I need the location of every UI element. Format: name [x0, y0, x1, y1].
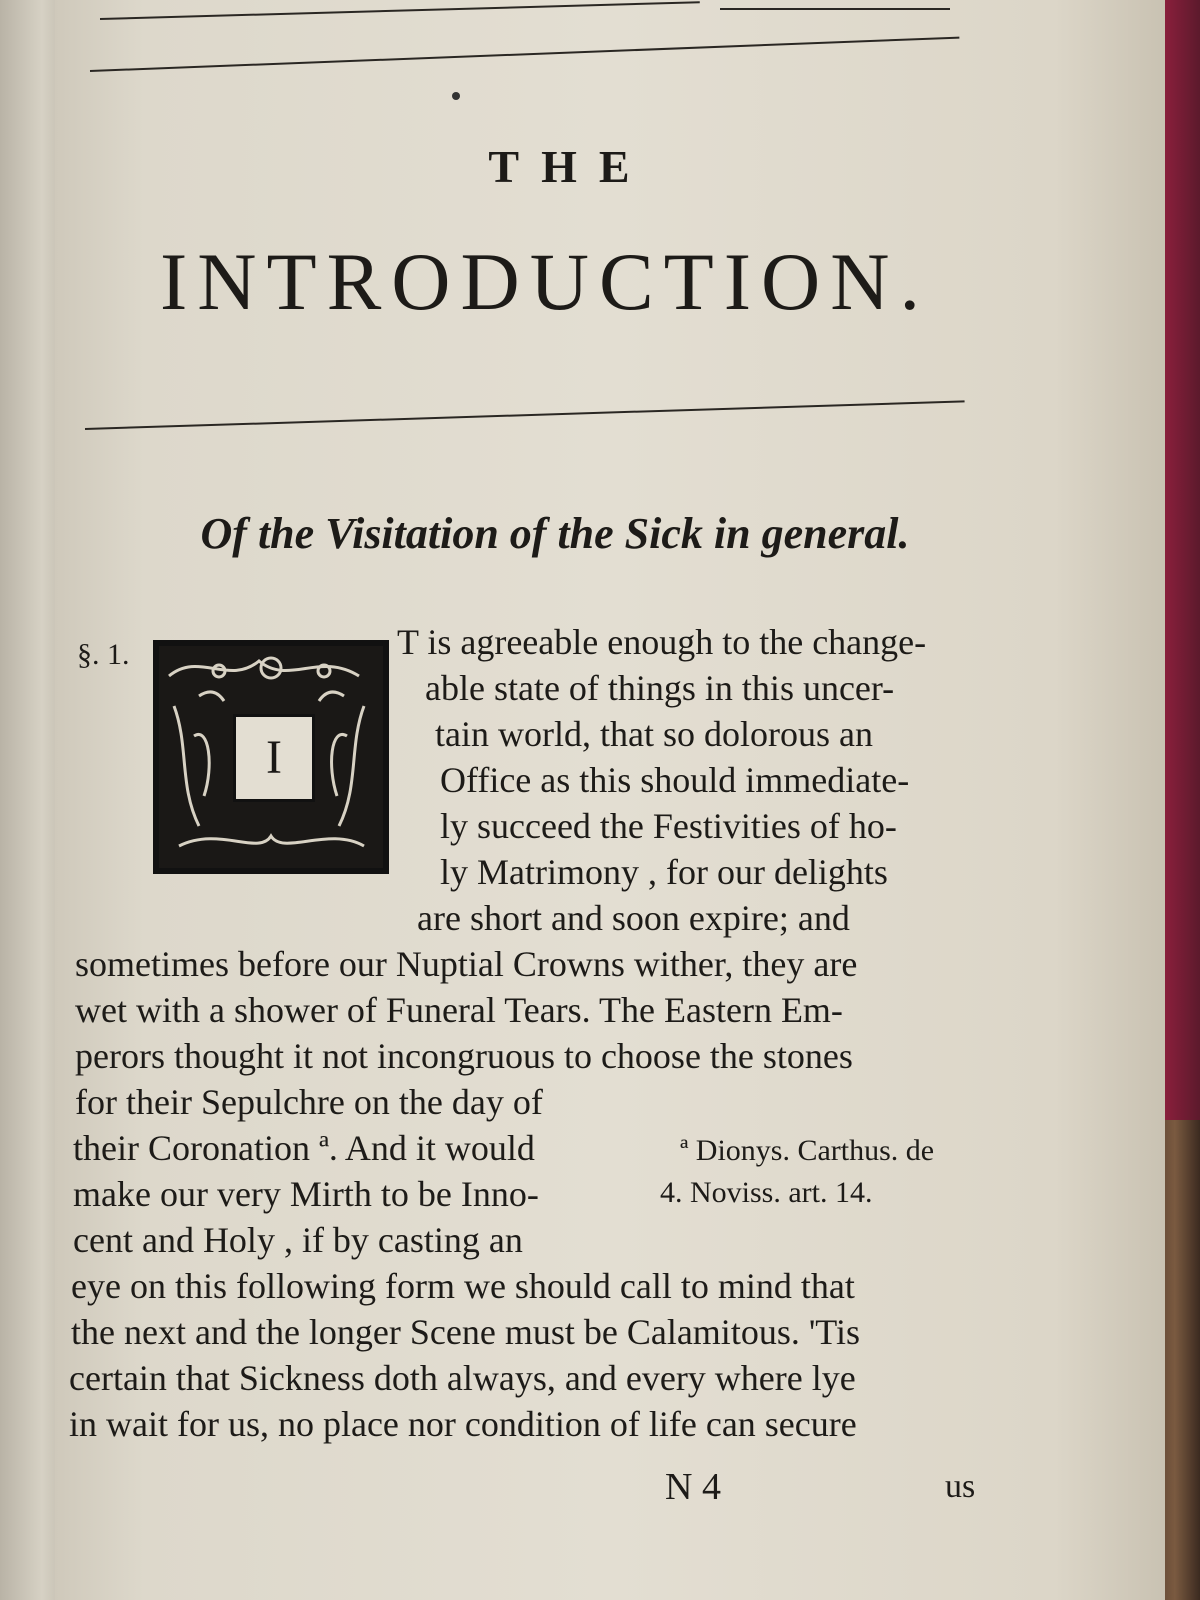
body-line: the next and the longer Scene must be Calamitous. 'Tis: [71, 1312, 861, 1352]
body-line: in wait for us, no place nor condition of life can secure: [69, 1404, 857, 1444]
body-line: are short and soon expire; and: [417, 898, 850, 938]
heading-the: THE: [488, 141, 652, 192]
page-title: INTRODUCTION.: [160, 236, 930, 327]
ornament-dot: [452, 92, 460, 100]
body-line: for their Sepulchre on the day of: [75, 1082, 543, 1122]
signature-mark: N 4: [665, 1466, 721, 1508]
initial-letter: I: [233, 714, 315, 802]
section-subtitle: Of the Visitation of the Sick in general.: [200, 509, 910, 558]
body-line: T is agreeable enough to the change-: [397, 622, 927, 662]
body-line: sometimes before our Nuptial Crowns wither, they are: [75, 944, 858, 984]
body-line: certain that Sickness doth always, and every where lye: [69, 1358, 856, 1398]
margin-note: ª Dionys. Carthus. de: [680, 1134, 935, 1167]
top-rule-2: [90, 37, 959, 72]
body-line: their Coronation ª. And it would: [73, 1128, 535, 1168]
body-line: ly Matrimony , for our delights: [440, 852, 888, 892]
body-line: make our very Mirth to be Inno-: [73, 1174, 539, 1214]
body-line: ly succeed the Festivities of ho-: [440, 806, 897, 846]
body-line: wet with a shower of Funeral Tears. The Eastern Em-: [75, 990, 843, 1030]
decorated-initial: [153, 640, 389, 874]
body-line: Office as this should immediate-: [440, 760, 910, 800]
catchword: us: [945, 1468, 976, 1505]
top-rule-1b: [720, 8, 950, 10]
book-page: [55, 0, 1165, 1600]
body-line: tain world, that so dolorous an: [435, 714, 873, 754]
body-line: eye on this following form we should call to mind that: [71, 1266, 855, 1306]
body-line: cent and Holy , if by casting an: [73, 1220, 523, 1260]
margin-note: 4. Noviss. art. 14.: [660, 1176, 873, 1209]
section-mark: §. 1.: [77, 638, 130, 671]
title-rule: [85, 400, 965, 430]
top-rule-1: [100, 1, 700, 20]
body-line: perors thought it not incongruous to choose the stones: [75, 1036, 853, 1076]
body-line: able state of things in this uncer-: [425, 668, 895, 708]
